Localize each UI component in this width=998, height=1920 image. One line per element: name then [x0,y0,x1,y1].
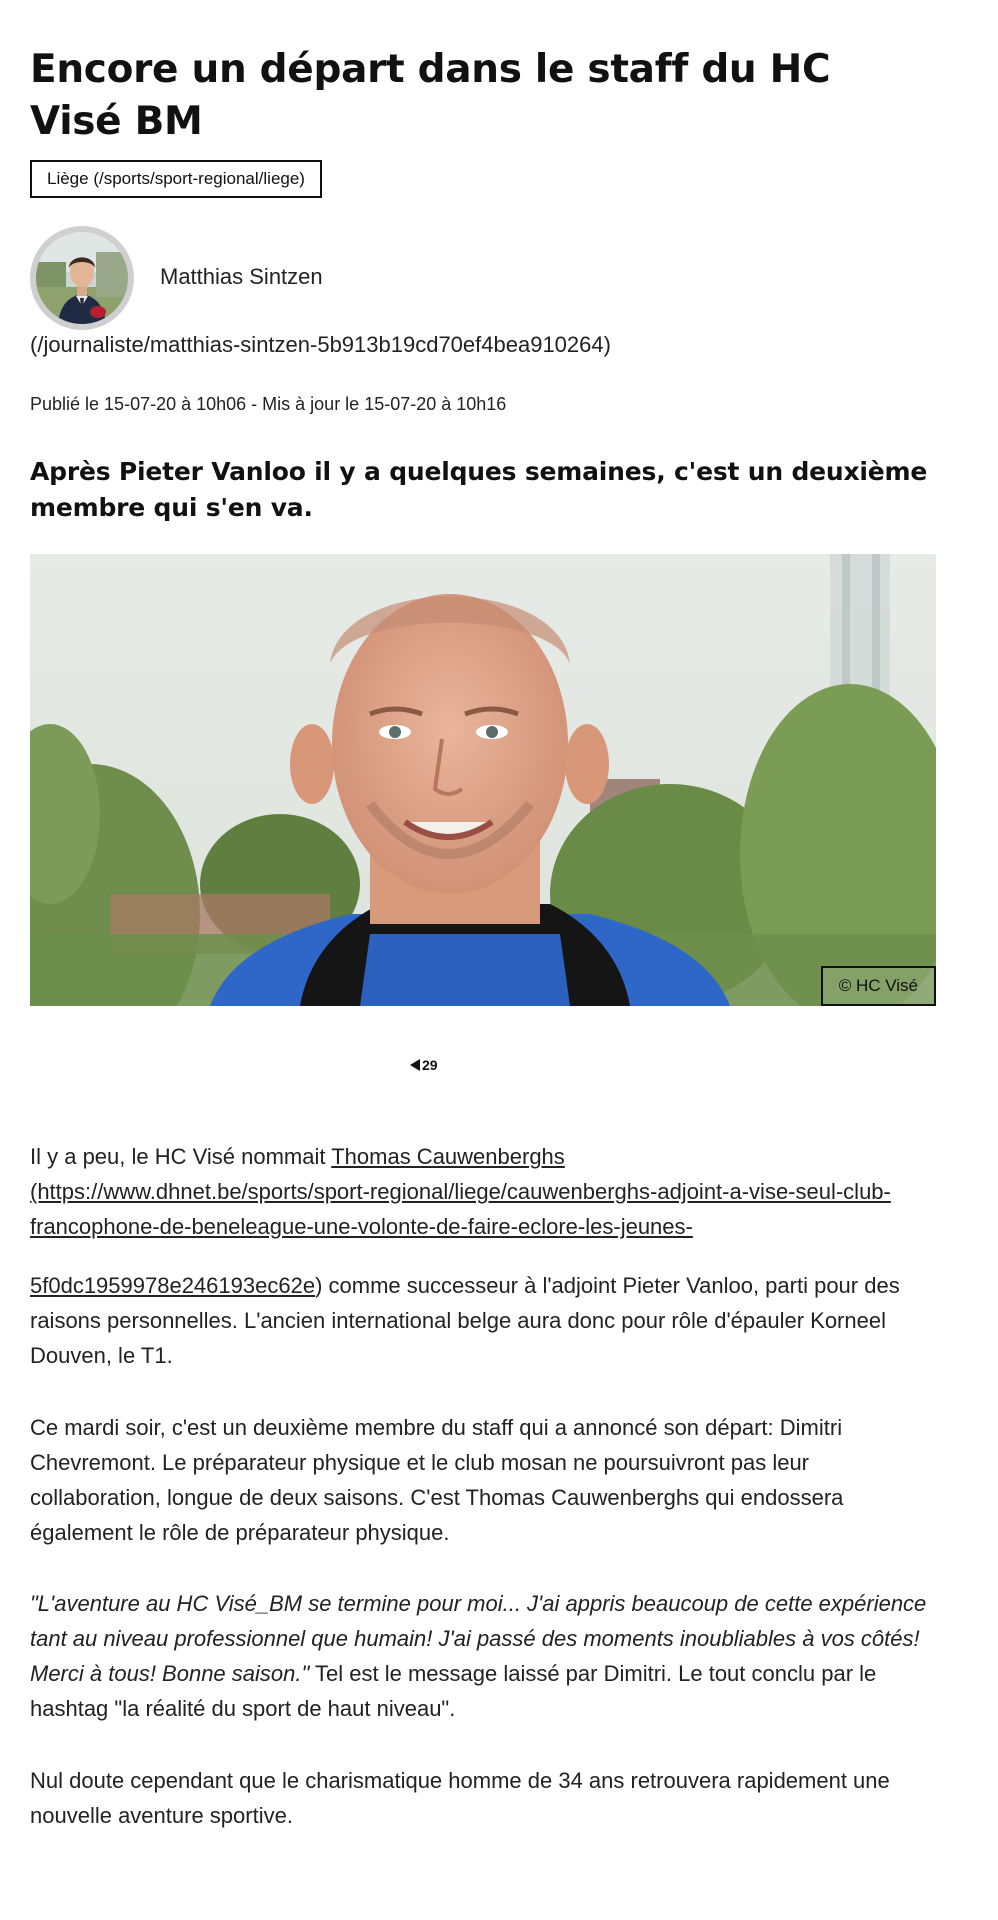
article-title: Encore un départ dans le staff du HC Visé BM [30,47,831,144]
article-photo [30,554,936,1006]
thomas-cauwenberghs-link-end[interactable]: 5f0dc1959978e246193ec62e [30,1273,316,1298]
author-profile-link[interactable]: (/journaliste/matthias-sintzen-5b913b19cd70ef4bea910264) [30,332,611,357]
photo-count: 29 [422,1057,438,1073]
paragraph-3 [30,1586,940,1726]
paragraph-1 [30,1139,940,1244]
photo-pager[interactable] [410,1055,438,1075]
dimitri-quote: "L'aventure au HC Visé_BM se termine pour moi... J'ai appris beaucoup de cette expérience tant au niveau professionnel que humain! J'ai passé des moments inoubliables à vos côtés! Merci à tous! Bonne saison." [30,1591,927,1686]
publication-date: Publié le 15-07-20 à 10h06 - Mis à jour le 15-07-20 à 10h16 [30,394,507,414]
paragraph-2: Ce mardi soir, c'est un deuxième membre du staff qui a annoncé son départ: Dimitri Chevremont. Le préparateur physique et le club mosan ne poursuivront pas leur collaboration, longue de deux saisons. C'est Thomas Cauwenberghs qui endossera également le rôle de préparateur physique. [30,1415,844,1545]
paragraph-3-text: Tel est le message laissé par Dimitri. Le tout conclu par le hashtag "la réalité du sport de haut niveau". [30,1661,877,1721]
chevron-left-icon[interactable] [410,1059,420,1071]
category-link[interactable]: Liège (/sports/sport-regional/liege) [30,160,322,198]
thomas-cauwenberghs-link[interactable]: Thomas Cauwenberghs (https://www.dhnet.be/sports/sport-regional/liege/cauwenberghs-adjoint-a-vise-seul-club-francophone-de-beneleague-une-volonte-de-faire-eclore-les-jeunes- [30,1144,891,1239]
author-avatar[interactable] [30,226,134,330]
paragraph-1-rest: comme successeur à l'adjoint Pieter Vanloo, parti pour des raisons personnelles. L'ancien international belge aura donc pour rôle d'épauler Korneel Douven, le T1. [30,1273,900,1368]
article-photo-image [30,554,936,1006]
paragraph-1-continued: 5f0dc1959978e246193ec62e) comme successeur à l'adjoint Pieter Vanloo, parti pour des raisons personnelles. L'ancien international belge aura donc pour rôle d'épauler Korneel Douven, le T1. [30,1273,900,1368]
article-lead: Après Pieter Vanloo il y a quelques semaines, c'est un deuxième membre qui s'en va. [30,457,928,522]
paragraph-4: Nul doute cependant que le charismatique homme de 34 ans retrouvera rapidement une nouvelle aventure sportive. [30,1768,890,1828]
author-avatar-image [36,232,128,324]
photo-credit: © HC Visé [821,966,936,1006]
paragraph-1-intro: Il y a peu, le HC Visé nommait [30,1144,332,1169]
author-name[interactable]: Matthias Sintzen [160,264,323,289]
